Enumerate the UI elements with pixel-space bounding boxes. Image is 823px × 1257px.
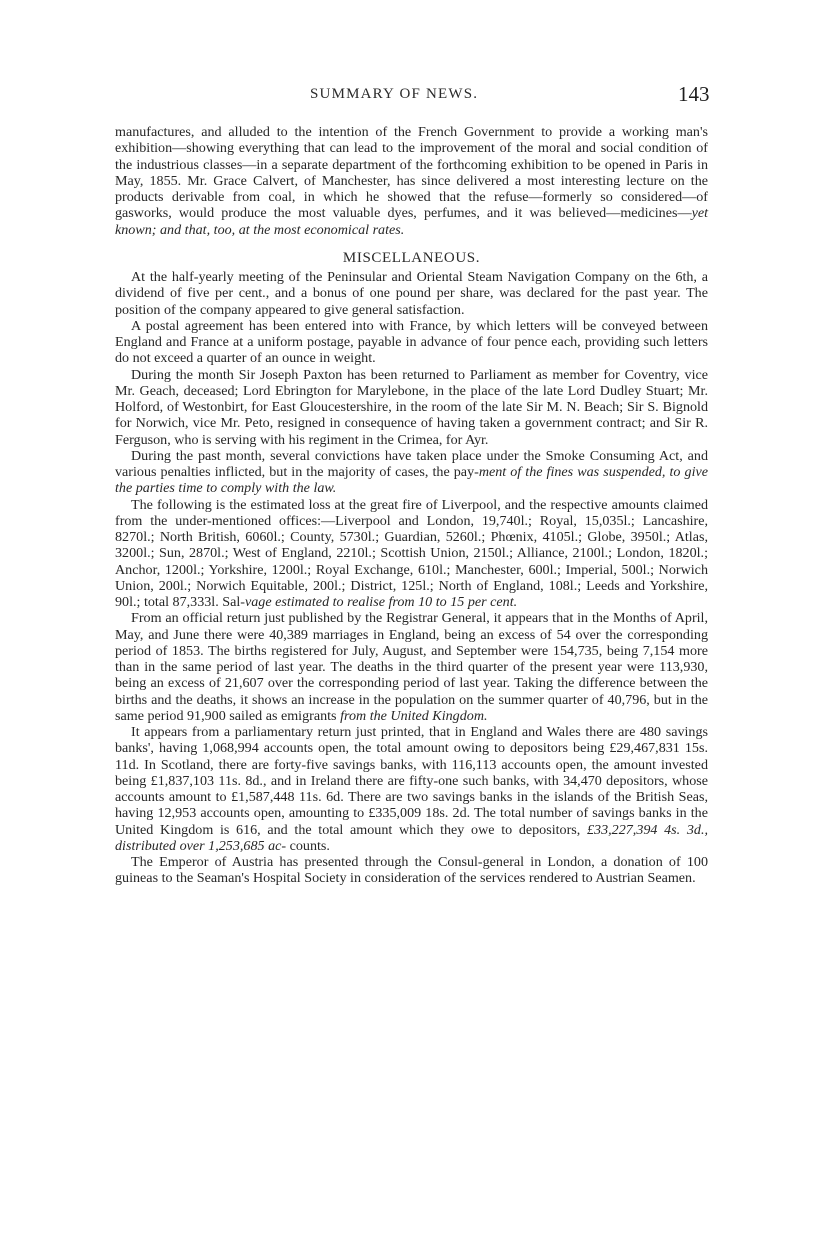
paragraph-text: During the month Sir Joseph Paxton has been returned to Parliament as member for Coventry, vice Mr. Geach, deceased; Lord Ebrington for Marylebone, in the place of the late Lord Dudley Stuart; Mr. Holford, of Westonbirt, for East Gloucestershire, in the room of the late Sir M. N. Beach; Sir S. Bignold for Norwich, vice Mr. Peto, resigned in consequence of having taken a government contract; and Sir R. Ferguson, who is serving with his regiment in the Crimea, for Ayr. (115, 366, 708, 448)
continuation-italic-text: yet known; and that, too, at the most economical rates. (115, 205, 708, 238)
paragraph-text: From an official return just published by the Registrar General, it appears that in the Months of April, May, and June there were 40,389 marriages in England, being an excess of 54 over the corresponding period of 1853. The births registered for July, August, and September were 154,735, being 7,154 more than in the same period of last year. The deaths in the third quarter of the present year were 113,930, being an excess of 21,607 over the corresponding period of last year. Taking the difference between the births and the deaths, it shows an increase in the population on the summer quarter of 40,796, but in the same period 91,900 sailed as emigrants (115, 610, 708, 724)
paragraph-liverpool-fire (115, 497, 708, 611)
paragraph-text-end: counts. (289, 837, 330, 854)
paragraph-text: The Emperor of Austria has presented through the Consul-general in London, a donation of 100 guineas to the Seaman's Hospital Society in consideration of the services rendered to Austrian Seamen. (115, 854, 708, 887)
paragraph-text: It appears from a parliamentary return just printed, that in England and Wales there are 480 savings banks', having 1,068,994 accounts open, the total amount owing to depositors being £29,467,831 15s. 11d. In Scotland, there are forty-five savings banks, with 116,113 accounts open, the amount invested being £1,837,103 11s. 8d., and in Ireland there are fifty-one such banks, with 34,470 depositors, whose accounts amount to £1,587,448 11s. 6d. There are two savings banks in the islands of the British Seas, having 12,953 accounts open, amounting to £335,009 18s. 2d. The total number of savings banks in the United Kingdom is 616, and the total amount which they owe to depositors, (115, 724, 708, 838)
paragraph-italic-text: vage estimated to realise from 10 to 15 per cent. (244, 594, 518, 610)
paragraph-text: At the half-yearly meeting of the Peninsular and Oriental Steam Navigation Company on the 6th, a dividend of five per cent., and a bonus of one pound per share, was declared for the past year. The position of the company appeared to give general satisfaction. (115, 269, 708, 318)
paragraph-emperor-of-austria (115, 854, 708, 887)
paragraph-smoke-act (115, 448, 708, 497)
paragraph-text: During the past month, several convictions have taken place under the Smoke Consuming Act, and various penalties inflicted, but in the majority of cases, the pay- (115, 447, 708, 480)
paragraph-postal-agreement (115, 318, 708, 367)
paragraph-parliament-returns (115, 367, 708, 448)
paragraph-italic-text: from the United Kingdom. (340, 707, 488, 724)
paragraph-text: A postal agreement has been entered into with France, by which letters will be conveyed between England and France at a uniform postage, payable in advance of four pence each, providing such letters do not exceed a quarter of an ounce in weight. (115, 317, 708, 367)
paragraph-text: The following is the estimated loss at the great fire of Liverpool, and the respective amounts claimed from the under-mentioned offices:—Liverpool and London, 19,740l.; Royal, 15,035l.; Lancashire, 8270l.; North British, 6060l.; County, 5730l.; Guardian, 5260l.; Phœnix, 4105l.; Globe, 3950l.; Atlas, 3200l.; Sun, 2870l.; West of England, 2210l.; Scottish Union, 2150l.; Alliance, 2100l.; London, 1820l.; Anchor, 1200l.; Yorkshire, 1200l.; Royal Exchange, 610l.; Manchester, 600l.; Imperial, 500l.; Norwich Union, 200l.; Norwich Equitable, 200l.; District, 125l.; North of England, 108l.; Leeds and Yorkshire, 90l.; total 87,333l. Sal- (115, 496, 708, 610)
section-heading-miscellaneous: MISCELLANEOUS. (342, 249, 481, 266)
paragraph-registrar-general (115, 610, 708, 724)
paragraph-p-and-o-dividend (115, 269, 708, 318)
paragraph-italic-text: £33,227,394 4s. 3d., distributed over 1,253,685 ac- (115, 821, 709, 854)
continuation-text: manufactures, and alluded to the intention of the French Government to provide a working man's exhibition—showing everything that can lead to the improvement of the moral and social condition of the industrious classes—in a separate department of the forthcoming exhibition to be opened in Paris in May, 1855. Mr. Grace Calvert, of Manchester, has since delivered a most interesting lecture on the products derivable from coal, in which he showed that the refuse—formerly so considered—of gasworks, would produce the most valuable dyes, perfumes, and it was believed—medicines— (115, 124, 708, 222)
paragraph-savings-banks (115, 724, 708, 854)
paragraph-italic-text: ment of the fines was suspended, to give the parties time to comply with the law. (115, 464, 708, 497)
running-head (0, 82, 823, 108)
continuation-paragraph (115, 124, 708, 238)
body-text (115, 124, 708, 887)
running-title: SUMMARY OF NEWS. (310, 86, 479, 102)
page-number: 143 (678, 82, 710, 106)
